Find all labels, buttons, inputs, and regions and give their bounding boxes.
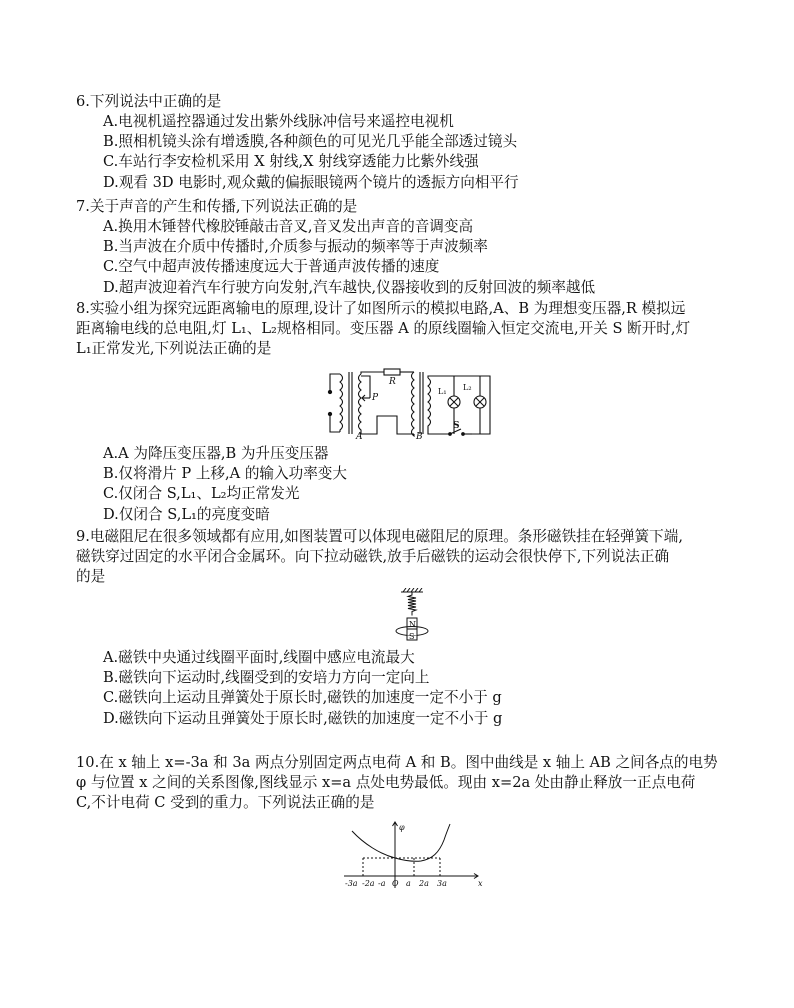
label-s: S: [453, 421, 460, 431]
q10-stem-line-1: 10.在 x 轴上 x=-3a 和 3a 两点分别固定两点电荷 A 和 B。图中曲线是 x 轴上 AB 之间各点的电势: [76, 754, 718, 771]
magnet-spring-diagram: [392, 588, 432, 650]
q8-stem-line-3: L₁正常发光,下列说法正确的是: [76, 340, 272, 358]
label-l1: L₁: [438, 387, 447, 396]
question-7-stem: 7.关于声音的产生和传播,下列说法正确的是: [76, 198, 358, 215]
question-9-options: [103, 648, 502, 729]
tick-3a: 3a: [437, 879, 447, 888]
q7-option-d: D.超声波迎着汽车行驶方向发射,汽车越快,仪器接收到的反射回波的频率越低: [103, 278, 596, 296]
question-7: [76, 197, 756, 217]
q7-option-c: C.空气中超声波传播速度远大于普通声波传播的速度: [103, 258, 440, 276]
q9-stem-line-2: 磁铁穿过固定的水平闭合金属环。向下拉动磁铁,放手后磁铁的运动会很快停下,下列说法正确: [76, 548, 670, 566]
q8-option-d: D.仅闭合 S,L₁的亮度变暗: [103, 505, 270, 523]
tick-minus-2a: -2a: [362, 879, 375, 888]
question-6: [76, 92, 756, 112]
q8-stem-line-1: 8.实验小组为探究远距离输电的原理,设计了如图所示的模拟电路,A、B 为理想变压器,R 模拟远: [76, 300, 686, 317]
q10-stem-line-2: φ 与位置 x 之间的关系图像,图线显示 x=a 点处电势最低。现由 x=2a 处由静止释放一正点电荷: [76, 774, 696, 792]
question-10: [76, 753, 756, 814]
q8-option-c: C.仅闭合 S,L₁、L₂均正常发光: [103, 485, 300, 503]
label-n: N: [409, 620, 416, 629]
label-l2: L₂: [463, 383, 472, 392]
question-6-stem: 6.下列说法中正确的是: [76, 93, 222, 110]
tick-2a: 2a: [419, 879, 429, 888]
q8-option-b: B.仅将滑片 P 上移,A 的输入功率变大: [103, 465, 347, 483]
transformer-circuit-diagram: [322, 368, 494, 440]
q7-option-a: A.换用木锤替代橡胶锤敲击音叉,音叉发出声音的音调变高: [103, 218, 474, 235]
q8-option-a: A.A 为降压变压器,B 为升压变压器: [103, 445, 329, 462]
q9-stem-line-3: 的是: [76, 568, 106, 586]
q10-stem-line-3: C,不计电荷 C 受到的重力。下列说法正确的是: [76, 794, 375, 812]
q8-stem-line-2: 距离输电线的总电阻,灯 L₁、L₂规格相同。变压器 A 的原线圈输入恒定交流电,开关 S 断开时,灯: [76, 320, 691, 338]
q9-option-d: D.磁铁向下运动且弹簧处于原长时,磁铁的加速度一定不小于 g: [103, 709, 503, 727]
q6-option-d: D.观看 3D 电影时,观众戴的偏振眼镜两个镜片的透振方向相平行: [103, 173, 519, 191]
q6-option-b: B.照相机镜头涂有增透膜,各种颜色的可见光几乎能全部透过镜头: [103, 133, 518, 151]
question-6-options: [103, 112, 519, 193]
graph-y-label: φ: [399, 823, 405, 832]
tick-a: a: [406, 879, 411, 888]
graph-x-label: x: [478, 879, 483, 888]
q9-option-a: A.磁铁中央通过线圈平面时,线圈中感应电流最大: [103, 649, 415, 666]
tick-origin: O: [392, 879, 399, 888]
question-9: [76, 527, 756, 588]
q7-option-b: B.当声波在介质中传播时,介质参与振动的频率等于声波频率: [103, 238, 488, 256]
q6-option-c: C.车站行李安检机采用 X 射线,X 射线穿透能力比紫外线强: [103, 153, 479, 171]
q9-stem-line-1: 9.电磁阻尼在很多领域都有应用,如图装置可以体现电磁阻尼的原理。条形磁铁挂在轻弹簧下端,: [76, 528, 683, 545]
tick-minus-3a: -3a: [345, 879, 358, 888]
label-p: P: [372, 393, 379, 403]
question-7-options: [103, 217, 595, 298]
label-b: B: [416, 432, 423, 440]
q6-option-a: A.电视机遥控器通过发出紫外线脉冲信号来遥控电视机: [103, 113, 454, 130]
q9-option-b: B.磁铁向下运动时,线圈受到的安培力方向一定向上: [103, 669, 430, 687]
label-s-pole: S: [409, 632, 415, 641]
tick-minus-a: -a: [378, 879, 386, 888]
question-8-options: [103, 444, 347, 525]
potential-graph: [340, 818, 486, 892]
q9-option-c: C.磁铁向上运动且弹簧处于原长时,磁铁的加速度一定不小于 g: [103, 689, 502, 707]
label-r: R: [389, 377, 396, 387]
label-a: A: [356, 432, 363, 440]
question-8: [76, 299, 756, 360]
